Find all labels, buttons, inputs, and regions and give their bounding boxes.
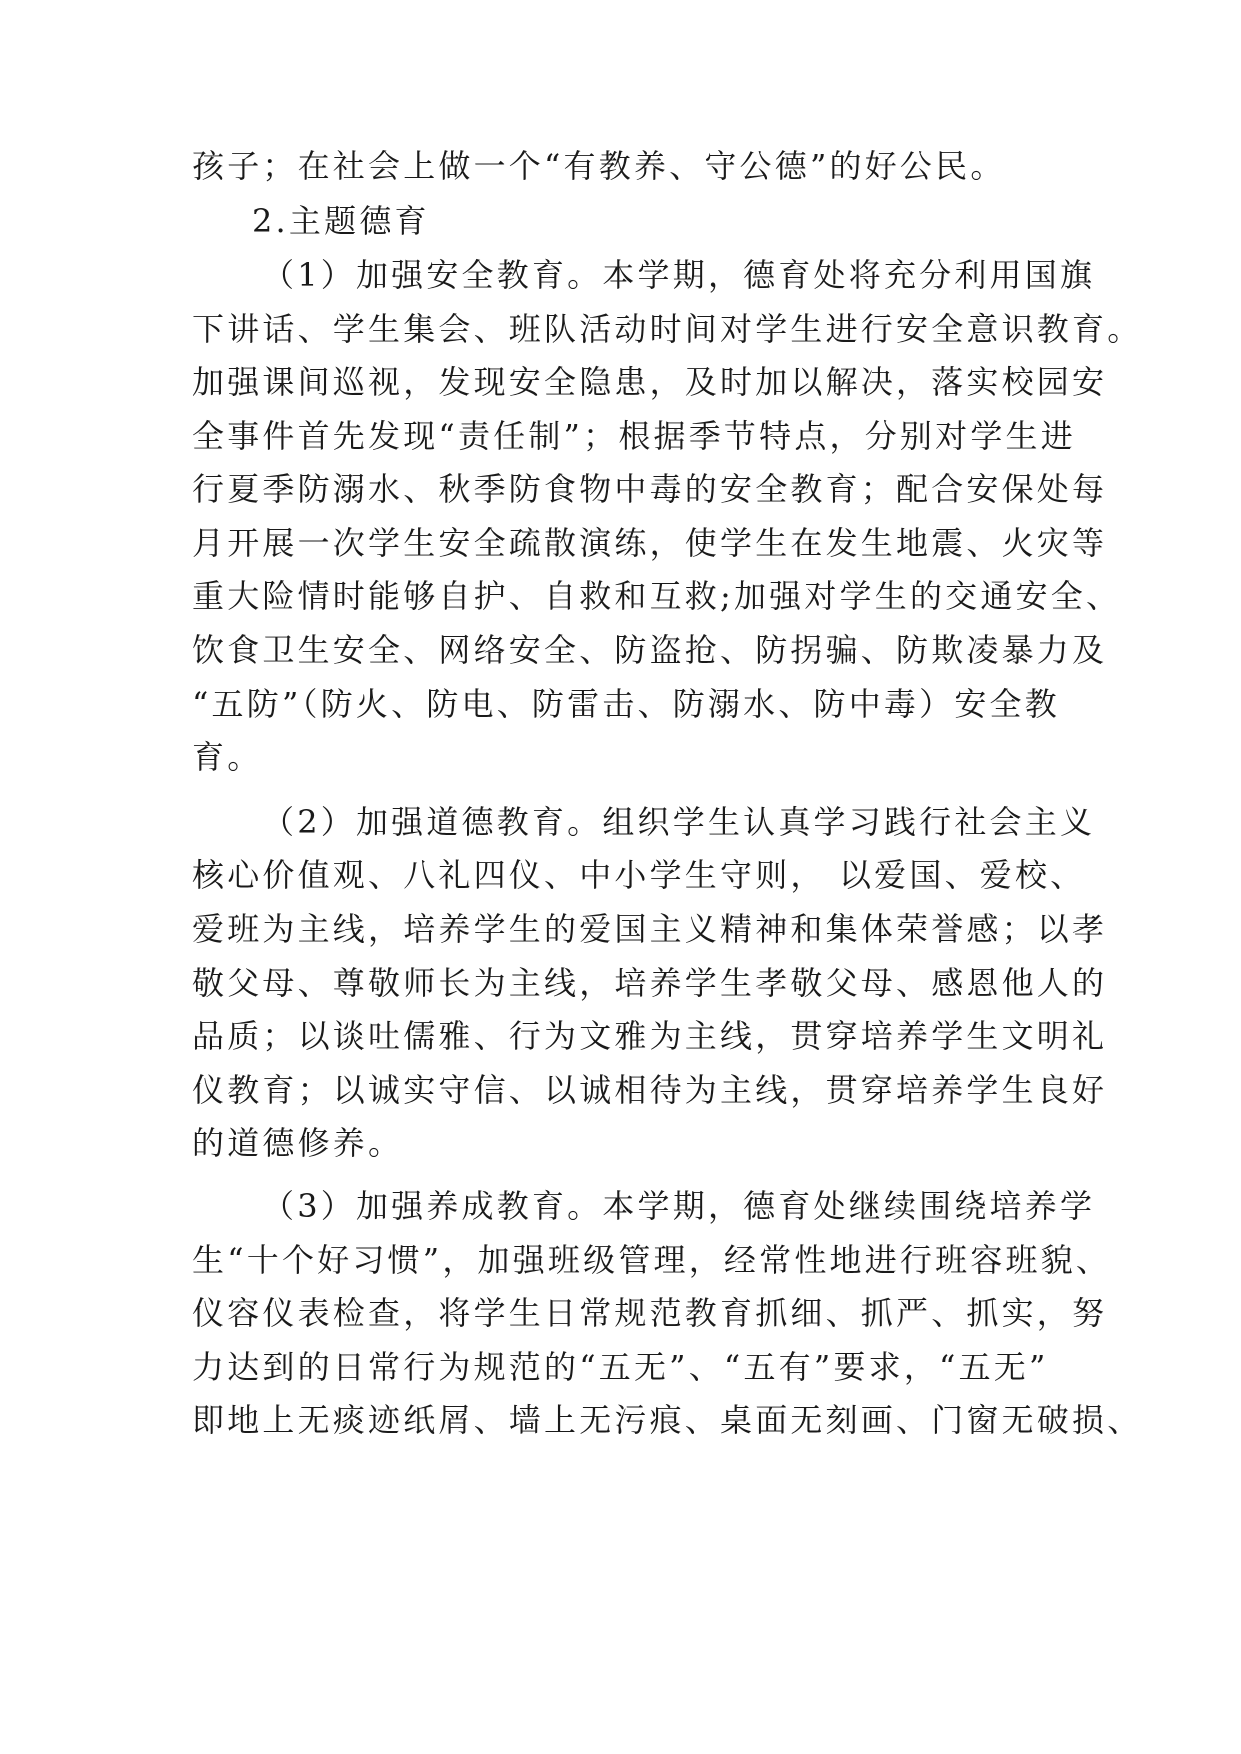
text-line: 重大险情时能够自护、自救和互救;加强对学生的交通安全、	[192, 577, 1122, 615]
text-line: 即地上无痰迹纸屑、墙上无污痕、桌面无刻画、门窗无破损、	[192, 1401, 1143, 1439]
text-line: 力达到的日常行为规范的“五无”、“五有”要求，“五无”	[192, 1348, 1049, 1386]
text-line: （3）加强养成教育。本学期，德育处继续围绕培养学	[262, 1187, 1096, 1225]
text-line: 核心价值观、八礼四仪、中小学生守则， 以爱国、爱校、	[192, 856, 1086, 894]
text-line: 敬父母、尊敬师长为主线，培养学生孝敬父母、感恩他人的	[192, 964, 1108, 1002]
text-line: 的道德修养。	[192, 1124, 404, 1162]
text-line: 行夏季防溺水、秋季防食物中毒的安全教育；配合安保处每	[192, 470, 1108, 508]
text-line: “五防”（防火、防电、防雷击、防溺水、防中毒）安全教	[192, 685, 1060, 723]
text-line: 育。	[192, 738, 263, 776]
text-line: 月开展一次学生安全疏散演练，使学生在发生地震、火灾等	[192, 524, 1108, 562]
text-line: 饮食卫生安全、网络安全、防盗抢、防拐骗、防欺凌暴力及	[192, 631, 1108, 669]
text-line: 仪容仪表检查，将学生日常规范教育抓细、抓严、抓实，努	[192, 1294, 1108, 1332]
text-line: 全事件首先发现“责任制”；根据季节特点，分别对学生进	[192, 417, 1076, 455]
text-line: （2）加强道德教育。组织学生认真学习践行社会主义	[262, 803, 1096, 841]
text-line: （1）加强安全教育。本学期，德育处将充分利用国旗	[262, 256, 1096, 294]
text-line: 下讲话、学生集会、班队活动时间对学生进行安全意识教育。	[192, 310, 1143, 348]
text-line: 孩子；在社会上做一个“有教养、守公德”的好公民。	[192, 147, 1006, 185]
text-line: 生“十个好习惯”，加强班级管理，经常性地进行班容班貌、	[192, 1241, 1112, 1279]
text-line: 加强课间巡视，发现安全隐患，及时加以解决，落实校园安	[192, 363, 1108, 401]
text-line: 爱班为主线，培养学生的爱国主义精神和集体荣誉感；以孝	[192, 910, 1108, 948]
text-line: 品质；以谈吐儒雅、行为文雅为主线，贯穿培养学生文明礼	[192, 1017, 1108, 1055]
text-line: 仪教育；以诚实守信、以诚相待为主线，贯穿培养学生良好	[192, 1071, 1108, 1109]
section-heading: 2.主题德育	[252, 202, 430, 240]
